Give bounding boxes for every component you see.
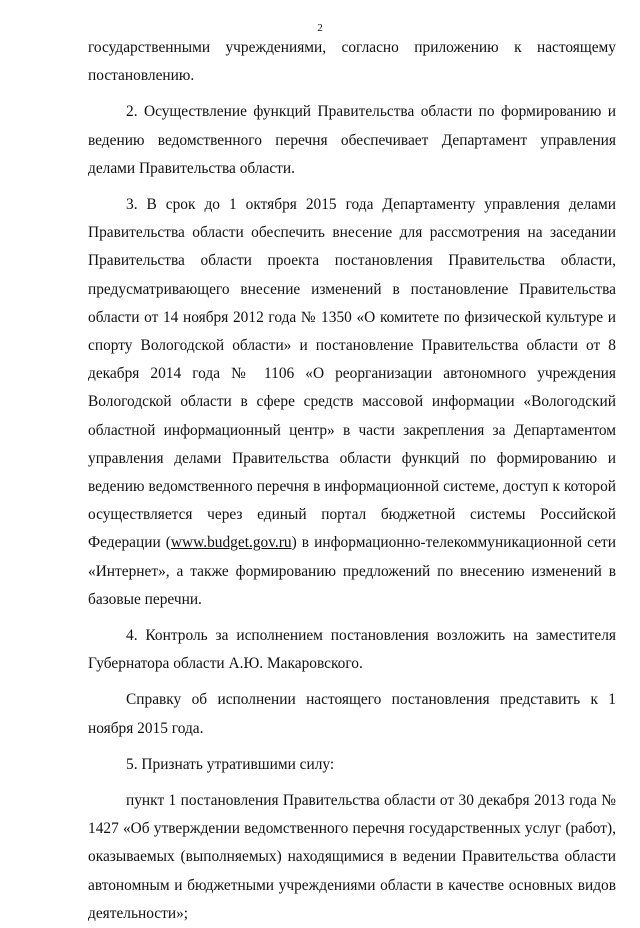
paragraph-5: 5. Признать утратившими силу: xyxy=(126,755,335,773)
paragraph-4: 4. Контроль за исполнением постановления возложить на заместителя Губернатора области А.Ю. Макаровского. xyxy=(88,627,616,673)
paragraph-3 xyxy=(88,191,616,614)
budget-portal-link[interactable]: www.budget.gov.ru xyxy=(170,534,292,552)
paragraph-continuation: государственными учреждениями, согласно приложению к настоящему постановлению. xyxy=(88,39,616,85)
paragraph-4-report: Справку об исполнении настоящего постановления представить к 1 ноября 2015 года. xyxy=(88,691,616,737)
paragraph-2: 2. Осуществление функций Правительства области по формированию и ведению ведомственного перечня обеспечивает Департамент управления делами Правительства области. xyxy=(88,103,616,177)
paragraph-5-item: пункт 1 постановления Правительства области от 30 декабря 2013 года № 1427 «Об утверждении ведомственного перечня государственных услуг (работ), оказываемых (выполняемых) находящимися в ведении Правительства области автономным и бюджетными учреждениями области в качестве основных видов деятельности»; xyxy=(88,792,616,922)
paragraph-3-text-end: ) в информационно-телекоммуникационной сети «Интернет», а также формированию предложений по внесению изменений в базовые перечни. xyxy=(88,534,616,608)
page-number: 2 xyxy=(317,22,323,34)
paragraph-3-text-start: 3. В срок до 1 октября 2015 года Департаменту управления делами Правительства области обеспечить внесение для рассмотрения на заседании Правительства области проекта постановления Правительства области, предусматривающего внесение изменений в постановление Правительства области от 14 ноября 2012 года № 1350 «О комитете по физической культуре и спорту Вологодской области» и постановление Правительства области от 8 декабря 2014 года № 1106 «О реорганизации автономного учреждения Вологодской области в сфере средств массовой информации «Вологодский областной информационный центр» в части закрепления за Департаментом управления делами Правительства области функций по формированию и ведению ведомственного перечня в информационной системе, доступ к которой осуществляется через единый портал бюджетной системы Российской Федерации ( xyxy=(88,196,616,552)
document-body xyxy=(88,34,616,928)
